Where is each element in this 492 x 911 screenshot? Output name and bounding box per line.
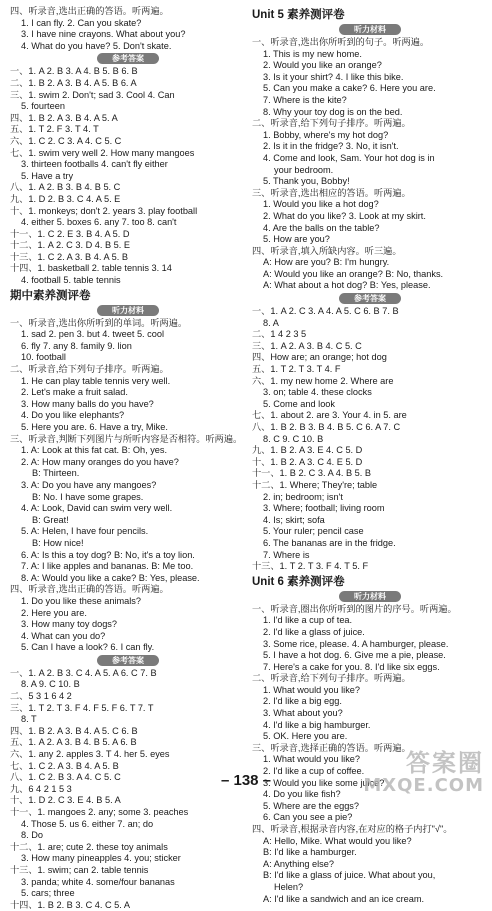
text-line: 三、听录音,选择正确的答语。听两遍。 — [252, 742, 411, 753]
text-line: 5. Where are the eggs? — [263, 800, 360, 811]
text-line: 四、1. B 2. A 3. B 4. A 5. C 6. B — [10, 725, 138, 736]
text-line: 8. A — [263, 317, 279, 328]
text-line: 8. Do — [21, 830, 43, 841]
text-line: 7. Here's a cake for you. 8. I'd like six eggs. — [263, 661, 440, 672]
page-number: – 138 – — [220, 772, 272, 789]
text-line: 六、1. my new home 2. Where are — [252, 375, 394, 386]
text-line: 4. What do you have? 5. Don't skate. — [21, 40, 172, 51]
text-line: 五、1. A 2. A 3. B 4. B 5. A 6. B — [10, 737, 137, 748]
text-line: 3. What about you? — [263, 708, 343, 719]
text-line: 5. Here you are. 6. Have a try, Mike. — [21, 422, 168, 432]
text-line: 七、1. swim very well 2. How many mangoes — [10, 147, 195, 158]
text-line: 3. How many pineapples 4. you; sticker — [21, 853, 181, 864]
text-line: 6. The bananas are in the fridge. — [263, 537, 396, 548]
text-line: A: How are you? B: I'm hungry. — [263, 257, 390, 268]
text-line: 2. I'd like a big egg. — [263, 696, 342, 707]
text-line: A: Would you like an orange? B: No, thanks. — [263, 268, 444, 279]
text-line: 2. A: How many oranges do you have? — [21, 456, 179, 467]
text-line: 三、1. swim 2. Don't; sad 3. Cool 4. Can — [10, 89, 175, 100]
text-line: 2. Is it in the fridge? 3. No, it isn't. — [263, 141, 399, 152]
text-line: 7. Where is — [263, 549, 310, 560]
text-line: 三、听录音,选出相应的答语。听两遍。 — [252, 187, 411, 198]
text-line: 5. How are you? — [263, 234, 330, 245]
text-line: B: How nice! — [32, 537, 84, 548]
text-line: 5. cars; three — [21, 888, 75, 899]
section-label-badge: 听力材料 — [97, 305, 159, 316]
text-line: 2. Let's make a fruit salad. — [21, 387, 128, 398]
text-line: 1. What would you like? — [263, 754, 361, 765]
section-label-badge: 参考答案 — [97, 53, 159, 64]
text-line: 7. Where is the kite? — [263, 94, 347, 105]
text-line: A: What about a hot dog? B: Yes, please. — [263, 280, 431, 291]
text-line: your bedroom. — [274, 164, 334, 175]
text-line: 5. Can I have a look? 6. I can fly. — [21, 642, 155, 653]
text-line: 8. Why your toy dog is on the bed. — [263, 106, 403, 117]
text-line: 一、听录音,选出你所听到的句子。听两遍。 — [252, 37, 430, 47]
text-line: 8. C 9. C 10. B — [263, 433, 324, 444]
text-line: 5. fourteen — [21, 101, 65, 112]
text-line: 六、1. C 2. C 3. A 4. C 5. C — [10, 135, 122, 146]
text-line: 1. sad 2. pen 3. but 4. tweet 5. cool — [21, 329, 165, 340]
text-line: 10. football — [21, 352, 66, 363]
text-line: 2. I'd like a cup of coffee. — [263, 766, 365, 777]
text-line: 一、1. A 2. C 3. A 4. A 5. C 6. B 7. B — [252, 306, 399, 317]
text-line: 一、1. A 2. B 3. C 4. A 5. A 6. C 7. B — [10, 667, 157, 678]
text-line: 五、1. T 2. F 3. T 4. T — [10, 124, 99, 135]
text-line: 1. Would you like a hot dog? — [263, 199, 379, 210]
section-heading: Unit 6 素养测评卷 — [252, 575, 345, 588]
text-line: 8. A: Would you like a cake? B: Yes, please. — [21, 572, 200, 583]
text-line: 3. on; table 4. these clocks — [263, 387, 372, 398]
text-line: 十四、1. basketball 2. table tennis 3. 14 — [10, 263, 172, 274]
text-line: 八、1. B 2. B 3. B 4. B 5. C 6. A 7. C — [252, 422, 401, 432]
text-line: 4. Is; skirt; sofa — [263, 514, 325, 525]
text-line: Helen? — [274, 881, 304, 892]
text-line: 5. A: Helen, I have four pencils. — [21, 526, 149, 537]
text-line: 5. I have a hot dog. 6. Give me a pie, please. — [263, 650, 446, 661]
text-line: 5. Your ruler; pencil case — [263, 526, 364, 537]
text-line: 二、听录音,给下列句子排序。听两遍。 — [10, 364, 169, 375]
text-line: 十二、1. are; cute 2. these toy animals — [10, 841, 168, 852]
text-line: 4. Do you like elephants? — [21, 410, 125, 421]
text-line: 4. What can you do? — [21, 630, 106, 641]
text-line: 十一、1. C 2. E 3. B 4. A 5. D — [10, 228, 130, 239]
text-line: 1. What would you like? — [263, 684, 361, 695]
text-line: 3. How many toy dogs? — [21, 619, 118, 630]
section-label-badge: 参考答案 — [339, 293, 401, 304]
text-line: 1. A: Look at this fat cat. B: Oh, yes. — [21, 445, 168, 456]
text-line: 3. Where; football; living room — [263, 503, 385, 514]
text-line: 1. He can play table tennis very well. — [21, 375, 171, 386]
text-line: 一、1. A 2. B 3. A 4. B 5. B 6. B — [10, 66, 138, 77]
watermark-logo — [363, 750, 484, 796]
text-line: 5. Come and look — [263, 398, 336, 409]
text-line: 四、听录音,选出正确的答语。听两遍。 — [10, 584, 169, 595]
text-line: 二、5 3 1 6 4 2 — [10, 691, 72, 702]
text-line: 十三、1. C 2. A 3. B 4. A 5. B — [10, 251, 128, 262]
text-line: 1. I'd like a cup of tea. — [263, 615, 353, 626]
text-line: 八、1. A 2. B 3. B 4. B 5. C — [10, 182, 121, 193]
text-line: 二、听录音,给下列句子排序。听两遍。 — [252, 118, 411, 129]
text-line: 2. What do you like? 3. Look at my skirt. — [263, 210, 426, 221]
watermark-top-text: 答案圈 — [406, 748, 484, 777]
text-line: 5. OK. Here you are. — [263, 731, 348, 742]
text-line: A: I'd like a sandwich and an ice cream. — [263, 893, 425, 904]
text-line: 3. How many balls do you have? — [21, 398, 154, 409]
text-line: 2. Would you like an orange? — [263, 60, 382, 71]
text-line: 二、听录音,给下列句子排序。听两遍。 — [252, 673, 411, 684]
text-line: 1. I can fly. 2. Can you skate? — [21, 17, 142, 28]
text-line: 6. fly 7. any 8. family 9. lion — [21, 340, 132, 351]
text-line: 3. A: Do you have any mangoes? — [21, 479, 157, 490]
text-line: 3. Is it your shirt? 4. I like this bike. — [263, 71, 404, 82]
text-line: 6. A: Is this a toy dog? B: No, it's a toy lion. — [21, 549, 195, 560]
text-line: 二、1 4 2 3 5 — [252, 329, 307, 340]
text-line: 八、1. C 2. B 3. A 4. C 5. C — [10, 772, 121, 783]
text-line: 3. Some rice, please. 4. A hamburger, please. — [263, 638, 449, 649]
text-line: B: Thirteen. — [32, 468, 80, 479]
text-line: 二、1. B 2. A 3. B 4. A 5. B 6. A — [10, 77, 137, 88]
text-line: 1. This is my new home. — [263, 48, 362, 59]
text-line: 四、How are; an orange; hot dog — [252, 352, 387, 363]
section-label-badge: 听力材料 — [339, 591, 401, 602]
text-line: 1. Do you like these animals? — [21, 595, 142, 606]
text-line: 2. Here you are. — [21, 607, 87, 618]
section-heading: 期中素养测评卷 — [10, 289, 91, 302]
text-line: 七、1. about 2. are 3. Your 4. in 5. are — [252, 410, 407, 421]
text-line: 4. Those 5. us 6. either 7. an; do — [21, 818, 154, 829]
text-line: 8. T — [21, 714, 37, 725]
text-line: 十一、1. B 2. C 3. A 4. B 5. B — [252, 468, 371, 479]
text-line: 6. Can you see a pie? — [263, 812, 353, 823]
text-line: 四、听录音,填入所缺内容。听三遍。 — [252, 245, 402, 256]
text-line: 4. either 5. boxes 6. any 7. too 8. can't — [21, 217, 177, 228]
text-line: 4. Are the balls on the table? — [263, 222, 380, 233]
text-line: 4. I'd like a big hamburger. — [263, 719, 371, 730]
text-line: 十三、1. swim; can 2. table tennis — [10, 864, 149, 875]
text-line: 7. A: I like apples and bananas. B: Me too. — [21, 561, 194, 572]
text-line: 七、1. C 2. A 3. B 4. A 5. B — [10, 760, 119, 771]
text-line: 十、1. B 2. A 3. C 4. E 5. D — [252, 456, 363, 467]
text-line: 2. I'd like a glass of juice. — [263, 626, 365, 637]
text-line: 一、听录音,圈出你所听到的图片的序号。听两遍。 — [252, 603, 457, 614]
text-line: 4. football 5. table tennis — [21, 275, 121, 286]
text-line: 4. A: Look, David can swim very well. — [21, 503, 173, 514]
text-line: 十二、1. Where; They're; table — [252, 479, 378, 490]
text-line: 四、听录音,选出正确的答语。听两遍。 — [10, 6, 169, 16]
watermark-url-text: MXQE.COM — [363, 775, 484, 796]
text-line: B: No. I have some grapes. — [32, 491, 144, 502]
text-line: 3. panda; white 4. some/four bananas — [21, 876, 175, 887]
text-line: A: Hello, Mike. What would you like? — [263, 835, 412, 846]
text-line: 1. Bobby, where's my hot dog? — [263, 129, 389, 140]
text-line: 十、1. monkeys; don't 2. years 3. play football — [10, 205, 198, 216]
text-line: 十三、1. T 2. T 3. F 4. T 5. F — [252, 561, 369, 572]
text-line: 5. Can you make a cake? 6. Here you are. — [263, 83, 436, 94]
text-line: 3. thirteen footballs 4. can't fly either — [21, 159, 168, 170]
text-line: B: I'd like a hamburger. — [263, 847, 357, 858]
text-line: 4. Come and look, Sam. Your hot dog is in — [263, 152, 435, 163]
section-label-badge: 听力材料 — [339, 24, 401, 35]
text-line: 5. Have a try — [21, 170, 74, 181]
text-line: 十二、1. A 2. C 3. D 4. B 5. E — [10, 240, 130, 251]
text-line: A: Anything else? — [263, 858, 334, 869]
text-line: 8. A 9. C 10. B — [21, 679, 80, 690]
text-line: 4. Do you like fish? — [263, 789, 341, 800]
text-line: 5. Thank you, Bobby! — [263, 176, 350, 187]
text-line: 九、1. B 2. A 3. E 4. C 5. D — [252, 445, 363, 456]
text-line: 九、6 4 2 1 5 3 — [10, 783, 72, 794]
text-line: 2. in; bedroom; isn't — [263, 491, 343, 502]
text-line: 3. I have nine crayons. What about you? — [21, 29, 186, 40]
text-line: 五、1. T 2. T 3. T 4. F — [252, 364, 341, 375]
text-line: 三、1. A 2. A 3. B 4. C 5. C — [252, 340, 362, 351]
text-line: 九、1. D 2. B 3. C 4. A 5. E — [10, 193, 121, 204]
text-line: 三、听录音,判断下列图片与所听内容是否相符。听两遍。 — [10, 433, 243, 444]
text-line: 四、1. B 2. A 3. B 4. A 5. A — [10, 112, 118, 123]
text-line: 十一、1. mangoes 2. any; some 3. peaches — [10, 807, 189, 817]
text-line: 十四、1. B 2. B 3. C 4. C 5. A — [10, 899, 130, 910]
text-line: B: I'd like a glass of juice. What about you, — [263, 870, 436, 881]
section-label-badge: 参考答案 — [97, 655, 159, 666]
text-line: 一、听录音,选出你所听到的单词。听两遍。 — [10, 317, 188, 328]
text-line: 三、1. T 2. T 3. F 4. F 5. F 6. T 7. T — [10, 702, 154, 713]
section-heading: Unit 5 素养测评卷 — [252, 9, 345, 21]
text-line: 十、1. D 2. C 3. E 4. B 5. A — [10, 795, 121, 806]
text-line: 四、听录音,根据录音内容,在对应的格子内打"√"。 — [252, 824, 453, 834]
text-line: B: Great! — [32, 514, 69, 525]
text-line: 六、1. any 2. apples 3. T 4. her 5. eyes — [10, 749, 170, 760]
text-line: 3. Would you like some juice? — [263, 777, 385, 788]
